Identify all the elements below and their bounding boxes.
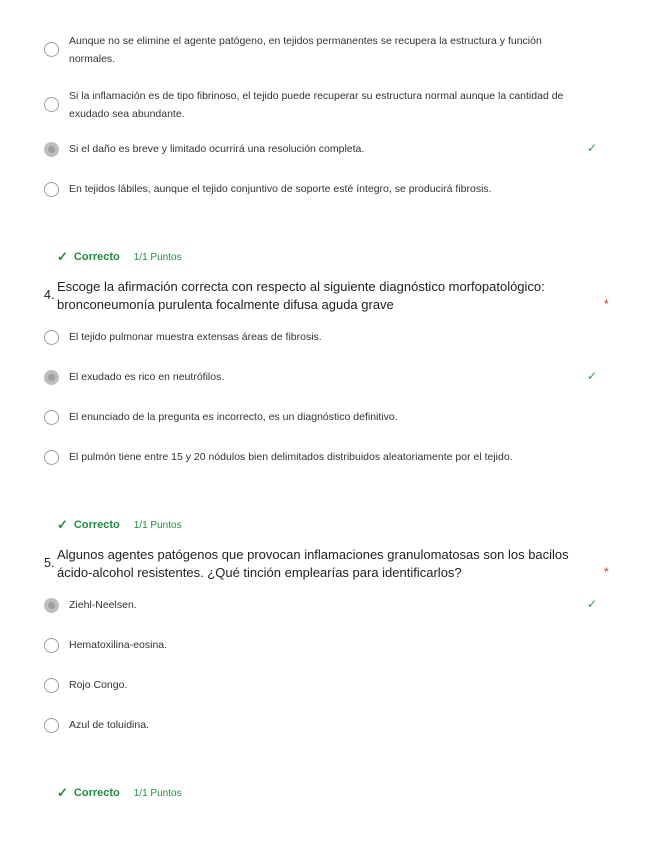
option-label: Ziehl-Neelsen. xyxy=(69,599,137,611)
check-icon: ✓ xyxy=(57,785,68,800)
radio-button[interactable] xyxy=(44,678,59,693)
option-label: Azul de toluidina. xyxy=(69,719,149,731)
question-number: 4. xyxy=(44,288,55,302)
checkmark-icon: ✓ xyxy=(587,369,598,383)
question-text-line1: Algunos agentes patógenos que provocan inflamaciones granulomatosas son los bacilos xyxy=(57,547,569,562)
radio-button[interactable] xyxy=(44,450,59,465)
required-asterisk: * xyxy=(604,565,609,579)
option-label: El pulmón tiene entre 15 y 20 nódulos bien delimitados distribuidos aleatoriamente por el tejido. xyxy=(69,451,513,463)
radio-button-selected[interactable] xyxy=(44,598,59,613)
check-icon: ✓ xyxy=(57,517,68,532)
checkmark-icon: ✓ xyxy=(587,597,598,611)
status-label: Correcto xyxy=(73,519,120,531)
question-text-line2: bronconeumonía purulenta focalmente difusa aguda grave xyxy=(57,297,394,312)
score-status xyxy=(57,517,182,533)
required-asterisk: * xyxy=(604,297,609,311)
radio-button-selected[interactable] xyxy=(44,370,59,385)
radio-button[interactable] xyxy=(44,97,59,112)
question-text-line1: Escoge la afirmación correcta con respecto al siguiente diagnóstico morfopatológico: xyxy=(57,279,545,294)
radio-button[interactable] xyxy=(44,718,59,733)
status-label: Correcto xyxy=(73,787,120,799)
status-label: Correcto xyxy=(73,251,120,263)
option-label: Hematoxilina-eosina. xyxy=(69,639,168,651)
option-label-line2: exudado sea abundante. xyxy=(69,108,185,120)
radio-button[interactable] xyxy=(44,330,59,345)
check-icon: ✓ xyxy=(57,249,68,264)
points-label: 1/1 Puntos xyxy=(133,787,182,799)
option-label: El tejido pulmonar muestra extensas áreas de fibrosis. xyxy=(69,331,322,343)
radio-button-selected[interactable] xyxy=(44,142,59,157)
option-label: El exudado es rico en neutrófilos. xyxy=(69,371,225,383)
radio-button[interactable] xyxy=(44,410,59,425)
option-label: En tejidos lábiles, aunque el tejido conjuntivo de soporte esté íntegro, se producirá fibrosis. xyxy=(69,183,492,195)
points-label: 1/1 Puntos xyxy=(133,251,182,263)
option-label-line2: normales. xyxy=(69,53,116,65)
radio-button[interactable] xyxy=(44,638,59,653)
points-label: 1/1 Puntos xyxy=(133,519,182,531)
score-status xyxy=(57,249,182,265)
option-label: Rojo Congo. xyxy=(69,679,128,691)
option-label-line1: Si la inflamación es de tipo fibrinoso, el tejido puede recuperar su estructura normal aunque la cantidad de xyxy=(69,90,564,102)
option-label: Si el daño es breve y limitado ocurrirá una resolución completa. xyxy=(69,143,365,155)
option-label: El enunciado de la pregunta es incorrecto, es un diagnóstico definitivo. xyxy=(69,411,398,423)
option-label-line1: Aunque no se elimine el agente patógeno, en tejidos permanentes se recupera la estructura y función xyxy=(69,35,542,47)
question-number: 5. xyxy=(44,556,55,570)
question-text-line2: ácido-alcohol resistentes. ¿Qué tinción emplearías para identificarlos? xyxy=(57,565,462,580)
radio-button[interactable] xyxy=(44,42,59,57)
radio-button[interactable] xyxy=(44,182,59,197)
score-status xyxy=(57,785,182,801)
checkmark-icon: ✓ xyxy=(587,141,598,155)
